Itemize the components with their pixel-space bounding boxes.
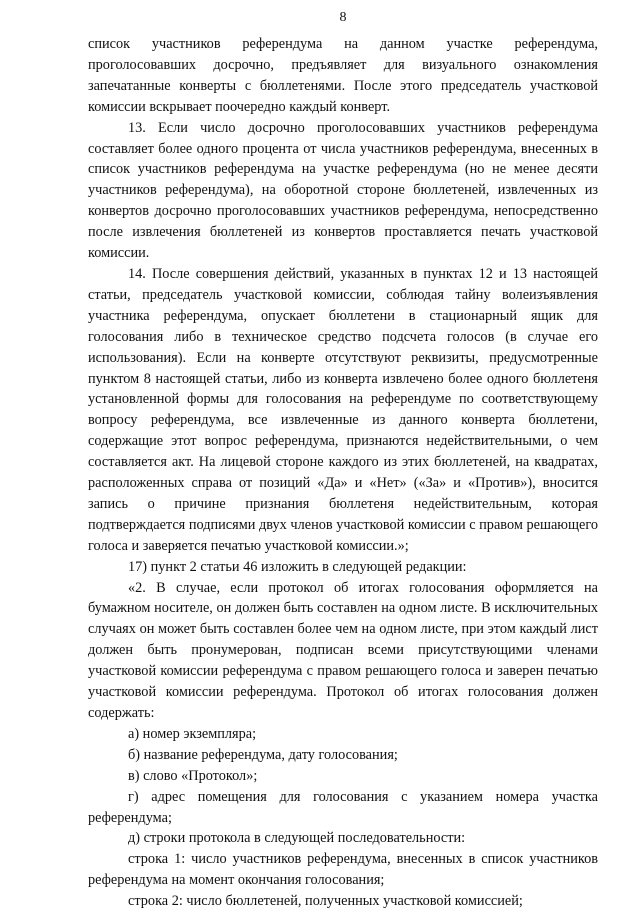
list-item-d: д) строки протокола в следующей последовательности: [128,830,466,847]
list-item-b: б) название референдума, дату голосования; [128,746,398,763]
paragraph-continuation: список участников референдума на данном участке референдума, проголосовавших досрочно, предъявляет для визуального ознакомления запечатанные конверты с бюллетенями. После этого председатель участковой комиссии вскрывает поочередно каждый конверт. [88,36,598,115]
document-body [88,34,598,912]
list-item-v: в) слово «Протокол»; [128,767,258,784]
protocol-line-1: строка 1: число участников референдума, внесенных в список участников референдума на момент окончания голосования; [88,851,598,889]
paragraph-item-14: 14. После совершения действий, указанных в пунктах 12 и 13 настоящей статьи, председатель участковой комиссии, соблюдая тайну волеизъявления участника референдума, опускает бюллетени в стационарный ящик для голосования либо в техническое средство подсчета голосов (в случае его использования). Если на конверте отсутствуют реквизиты, предусмотренные пунктом 8 настоящей статьи, либо из конверта извлечено более одного бюллетеня установленной формы для голосования на референдуме по соответствующему вопросу референдума, все извлеченные из данного конверта бюллетени, содержащие этот вопрос референдума, признаются недействительными, о чем составляется акт. На лицевой стороне каждого из этих бюллетеней, на квадратах, расположенных справа от позиций «Да» и «Нет» («За» и «Против»), вносится запись о причине признания бюллетеня недействительным, которая подтверждается подписями двух членов участковой комиссии с правом решающего голоса и заверяется печатью участковой комиссии.»; [88,265,598,554]
protocol-line-2: строка 2: число бюллетеней, полученных участковой комиссией; [128,893,523,910]
paragraph-item-13: 13. Если число досрочно проголосовавших участников референдума составляет более одного процента от числа участников референдума, внесенных в список участников референдума на участке референдума (но не менее десяти участников референдума), на оборотной стороне бюллетеней, извлеченных из конвертов досрочно проголосовавших участников референдума, непосредственно после извлечения бюллетеней из конвертов проставляется печать участковой комиссии. [88,119,598,262]
list-item-a: а) номер экземпляра; [128,725,257,742]
page-number: 8 [339,10,347,25]
paragraph-clause-2: «2. В случае, если протокол об итогах голосования оформляется на бумажном носителе, он должен быть составлен на одном листе. В исключительных случаях он может быть составлен более чем на одном листе, при этом каждый лист должен быть пронумерован, подписан всеми присутствующими членами участковой комиссии референдума с правом решающего голоса и заверен печатью участковой комиссии референдума. Протокол об итогах голосования должен содержать: [88,579,598,721]
paragraph-amendment-17: 17) пункт 2 статьи 46 изложить в следующей редакции: [128,558,467,575]
list-item-g: г) адрес помещения для голосования с указанием номера участка референдума; [88,788,598,826]
